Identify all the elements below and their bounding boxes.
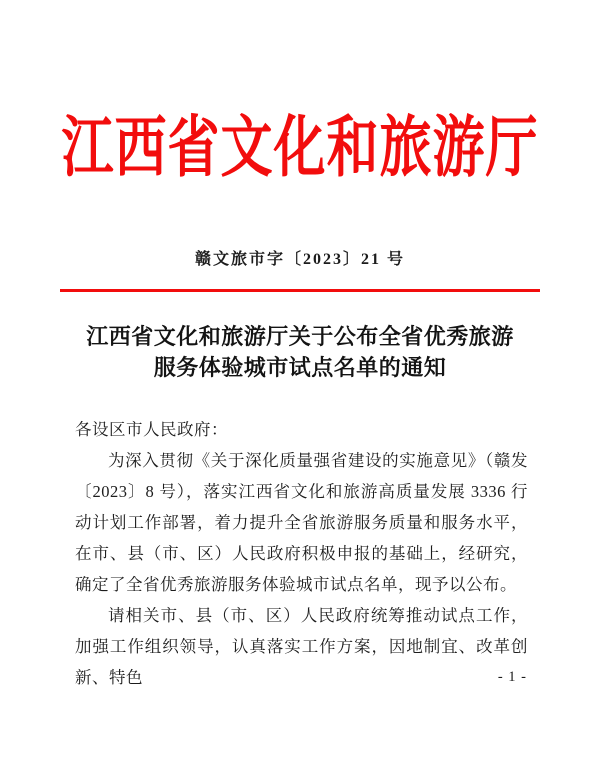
document-body (75, 414, 528, 693)
salutation: 各设区市人民政府： (75, 420, 228, 439)
page-number: - 1 - (497, 669, 527, 685)
agency-masthead-title: 江西省文化和旅游厅 (61, 112, 539, 186)
notice-title (40, 321, 560, 383)
document-reference-number: 赣文旅市字〔2023〕21 号 (194, 251, 405, 268)
notice-title-line2: 服务体验城市试点名单的通知 (153, 355, 447, 380)
notice-title-line1: 江西省文化和旅游厅关于公布全省优秀旅游 (86, 324, 514, 349)
red-divider-line (60, 289, 540, 292)
body-paragraph-1: 为深入贯彻《关于深化质量强省建设的实施意见》（赣发〔2023〕8 号），落实江西省文化和旅游高质量发展 3336 行动计划工作部署，着力提升全省旅游服务质量和服务水平，在市、县（市、区）人民政府积极申报的基础上，经研究，确定了全省优秀旅游服务体验城市试点名单，现予以公布。 (75, 451, 528, 594)
body-paragraph-2: 请相关市、县（市、区）人民政府统筹推动试点工作，加强工作组织领导，认真落实工作方案，因地制宜、改革创新、特色 (75, 606, 528, 687)
